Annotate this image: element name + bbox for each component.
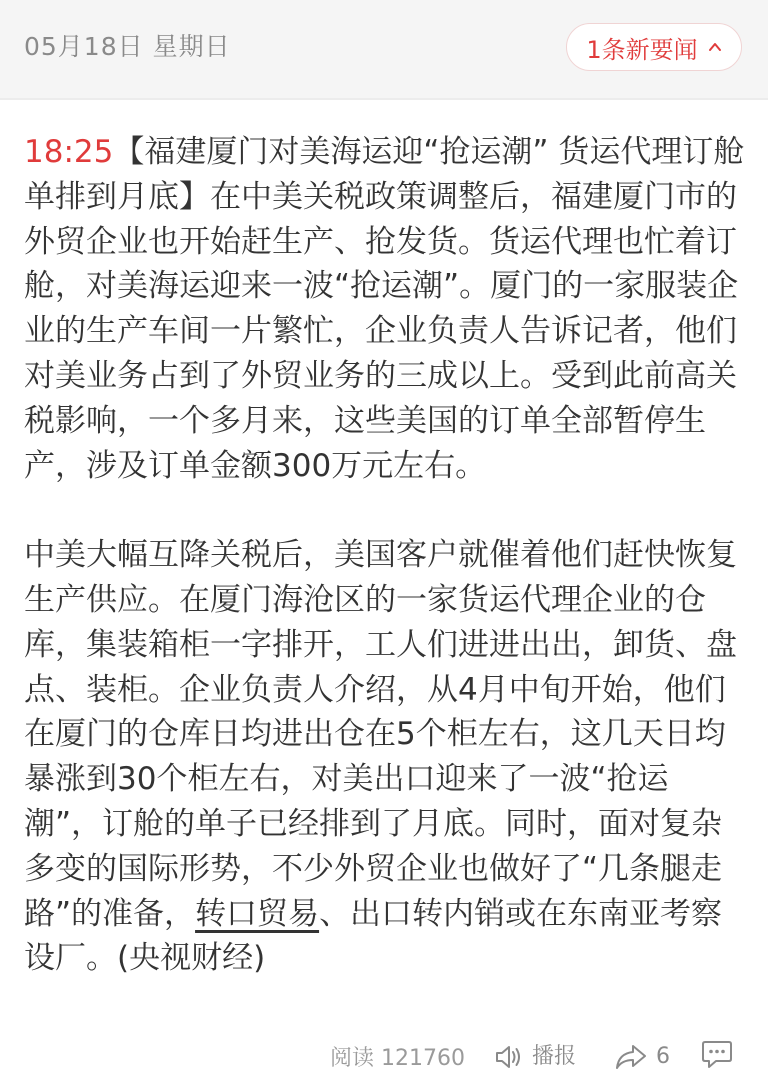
comment-button[interactable] [700, 1039, 734, 1071]
broadcast-button[interactable] [494, 1041, 576, 1073]
new-news-label: 1条新要闻 [586, 35, 698, 64]
article-body [24, 130, 746, 981]
news-time: 18:25 [24, 134, 114, 170]
share-count: 6 [656, 1044, 670, 1069]
article-footer [0, 1035, 768, 1083]
paragraph-2-text-after: 、出口转内销或在东南亚考察设厂。(央视财经) [24, 895, 723, 977]
paragraph-2-text-before: 中美大幅互降关税后，美国客户就催着他们赶快恢复生产供应。在厦门海沧区的一家货运代理企业的仓库，集装箱柜一字排开，工人们进进出出，卸货、盘点、装柜。企业负责人介绍，从4月中旬开始，他们在厦门的仓库日均进出仓在5个柜左右，这几天日均暴涨到30个柜左右，对美出口迎来了一波“抢运潮”，订舱的单子已经排到了月底。同时，面对复杂多变的国际形势，不少外贸企业也做好了“几条腿走路”的准备， [24, 537, 737, 932]
header-divider [0, 98, 768, 100]
top-bar [0, 0, 768, 98]
new-news-button[interactable] [566, 23, 742, 71]
share-button[interactable] [614, 1041, 670, 1073]
share-arrow-icon [614, 1043, 648, 1071]
chevron-up-icon [708, 40, 722, 54]
speaker-icon [494, 1043, 524, 1071]
date-label: 05月18日 星期日 [24, 32, 231, 61]
article-paragraph-2 [24, 533, 746, 981]
comment-icon [700, 1039, 734, 1071]
broadcast-label: 播报 [532, 1044, 577, 1069]
transit-trade-link[interactable]: 转口贸易 [195, 895, 320, 932]
read-count: 阅读 121760 [330, 1046, 465, 1071]
article-paragraph-1 [24, 130, 746, 488]
paragraph-1-text: 【福建厦门对美海运迎“抢运潮” 货运代理订舱单排到月底】在中美关税政策调整后，福建厦门市的外贸企业也开始赶生产、抢发货。货运代理也忙着订舱，对美海运迎来一波“抢运潮”。厦门的一家服装企业的生产车间一片繁忙，企业负责人告诉记者，他们对美业务占到了外贸业务的三成以上。受到此前高关税影响，一个多月来，这些美国的订单全部暂停生产，涉及订单金额300万元左右。 [24, 134, 745, 484]
